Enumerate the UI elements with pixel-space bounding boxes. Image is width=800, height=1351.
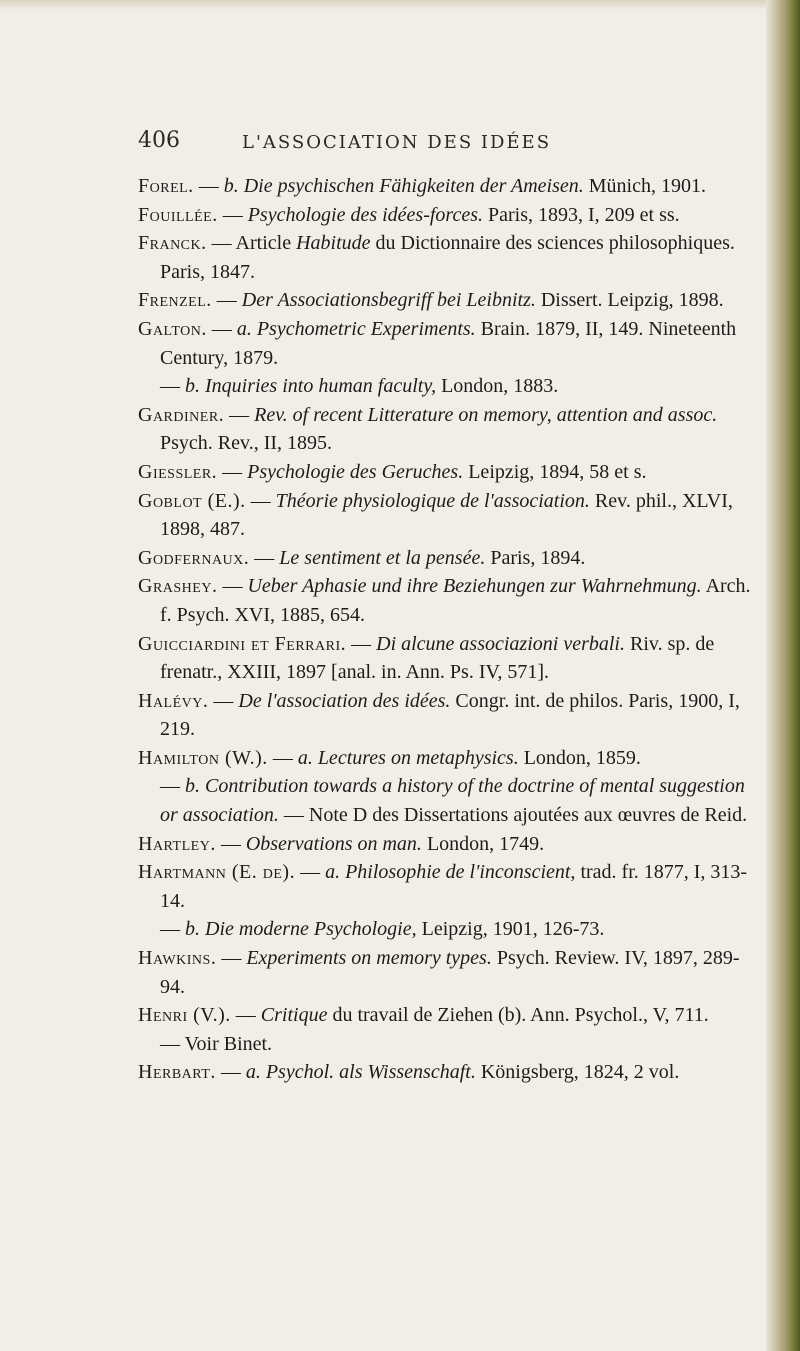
bibliography-entry — [138, 772, 758, 829]
entry-details: London, 1859. — [518, 746, 641, 769]
entry-details: Dissert. Leipzig, 1898. — [535, 289, 724, 312]
entry-separator: — — [193, 175, 224, 197]
entry-author: Hawkins. — [138, 947, 217, 970]
entry-title: a. Lectures on metaphysics. — [297, 746, 519, 769]
bibliography-entry — [138, 1058, 758, 1087]
bibliography-entry — [138, 630, 758, 687]
book-edge-shadow — [766, 0, 800, 1351]
entry-separator: — — [160, 1032, 185, 1055]
entry-details: Münich, 1901. — [583, 175, 706, 197]
bibliography-entry — [138, 944, 758, 1001]
entry-separator: — — [230, 1004, 261, 1027]
entry-details: Leipzig, 1901, 126-73. — [416, 918, 605, 941]
entry-title: Le sentiment et la pensée. — [279, 546, 486, 569]
entry-author: Guicciardini et Ferrari. — [138, 632, 347, 655]
entry-details: Rev. phil., XLVI, 1898, 487. — [160, 489, 733, 541]
entry-separator: — — [245, 489, 276, 512]
entry-details-2: du Dictionnaire des sciences philosophiques. Paris, 1847. — [160, 232, 735, 283]
entry-separator: — — [160, 375, 185, 398]
entry-title: Observations on man. — [245, 832, 422, 855]
bibliography-entry — [138, 458, 758, 487]
bibliography-entry — [138, 372, 758, 401]
entry-title: Di alcune associazioni verbali. — [376, 632, 625, 655]
entry-author: Galton. — [138, 317, 207, 340]
entry-author: Herbart. — [138, 1061, 216, 1084]
entry-separator: — — [295, 861, 326, 884]
entry-separator: — — [217, 460, 248, 483]
entry-details: Arch. f. Psych. XVI, 1885, 654. — [160, 575, 751, 626]
bibliography-entry — [138, 229, 758, 286]
bibliography-entry — [138, 858, 758, 915]
entry-separator: — — [346, 632, 377, 655]
entry-details: Article — [235, 232, 297, 255]
bibliography-entry — [138, 1001, 758, 1030]
entry-author: Frenzel. — [138, 289, 212, 312]
entry-author: Goblot (E.). — [138, 489, 246, 512]
entry-title: Théorie physiologique de l'association. — [275, 489, 590, 512]
entry-separator: — — [160, 775, 185, 798]
bibliography-entry — [138, 572, 758, 629]
entry-title: b. Inquiries into human faculty, — [185, 375, 437, 398]
entry-author: Forel. — [138, 175, 194, 197]
entry-separator: — — [206, 232, 236, 255]
entry-author: Hartmann (E. de). — [138, 861, 296, 884]
entry-details: Leipzig, 1894, 58 et s. — [463, 460, 647, 483]
entry-title: b. Die moderne Psychologie, — [185, 918, 417, 941]
entry-title: Rev. of recent Litterature on memory, attention and assoc. — [254, 403, 718, 426]
bibliography-entry — [138, 315, 758, 372]
entry-title: Critique — [260, 1004, 328, 1027]
entry-author: Henri (V.). — [138, 1004, 231, 1027]
entry-details: London, 1883. — [436, 375, 559, 398]
page-top-shadow — [0, 0, 800, 10]
entry-separator: — — [249, 546, 280, 569]
entry-title: De l'association des idées. — [238, 689, 451, 712]
entry-separator: — — [211, 289, 242, 312]
entry-separator: — — [267, 746, 298, 769]
entry-author: Gardiner. — [138, 403, 225, 426]
entry-title: Experiments on memory types. — [246, 947, 492, 970]
entry-title: Psychologie des idées-forces. — [247, 203, 484, 226]
entry-separator: — — [215, 832, 246, 855]
bibliography-entry — [138, 172, 758, 201]
entry-author: Halévy. — [138, 689, 209, 712]
bibliography-entry — [138, 286, 758, 315]
bibliography-entry — [138, 830, 758, 859]
entry-separator: — — [216, 947, 247, 970]
entry-title: a. Psychol. als Wissenschaft. — [245, 1061, 476, 1084]
entry-author: Fouillée. — [138, 203, 218, 226]
entry-details: Paris, 1894. — [485, 546, 586, 569]
bibliography-entry — [138, 544, 758, 573]
entry-title: Der Associationsbegriff bei Leibnitz. — [241, 289, 536, 312]
bibliography-entry — [138, 687, 758, 744]
bibliography-entry — [138, 201, 758, 230]
running-title: L'ASSOCIATION DES IDÉES — [242, 132, 552, 153]
entry-title: a. Philosophie de l'inconscient, — [325, 861, 576, 884]
entry-title: Ueber Aphasie und ihre Beziehungen zur Wahrnehmung. — [247, 575, 702, 598]
entry-separator: — — [215, 1061, 246, 1084]
entry-title: Psychologie des Geruches. — [247, 460, 464, 483]
bibliography-entry — [138, 1030, 758, 1059]
bibliography-entry — [138, 401, 758, 458]
bibliography-entry — [138, 744, 758, 773]
entry-details: Paris, 1893, I, 209 et ss. — [483, 203, 680, 226]
entry-details: Riv. sp. de frenatr., XXIII, 1897 [anal. in. Ann. Ps. IV, 571]. — [160, 632, 715, 684]
entry-details: Psych. Rev., II, 1895. — [160, 432, 333, 455]
entry-details: Psych. Review. IV, 1897, 289-94. — [160, 947, 740, 998]
bibliography-list — [138, 172, 758, 1087]
entry-details: Brain. 1879, II, 149. Nineteenth Century, 1879. — [160, 317, 737, 369]
entry-author: Hartley. — [138, 832, 216, 855]
entry-title: Habitude — [296, 232, 371, 255]
entry-details: Voir Binet. — [184, 1032, 273, 1055]
entry-details: trad. fr. 1877, I, 313-14. — [160, 861, 748, 912]
entry-author: Godfernaux. — [138, 546, 250, 569]
entry-author: Franck. — [138, 232, 207, 255]
bibliography-entry — [138, 915, 758, 944]
bibliography-entry — [138, 487, 758, 544]
entry-separator: — — [160, 918, 185, 941]
entry-title: b. Contribution towards a history of the doctrine of mental suggestion or association. — [160, 775, 745, 827]
entry-separator: — — [224, 403, 255, 426]
entry-title: a. Psychometric Experiments. — [236, 317, 476, 340]
entry-separator: — — [217, 203, 248, 226]
entry-author: Grashey. — [138, 575, 218, 598]
entry-author: Hamilton (W.). — [138, 746, 268, 769]
entry-author: Giessler. — [138, 460, 218, 483]
entry-separator: — — [217, 575, 248, 598]
entry-details: du travail de Ziehen (b). Ann. Psychol., V, 711. — [327, 1004, 709, 1027]
page-number: 406 — [138, 128, 180, 153]
entry-separator: — — [208, 689, 239, 712]
entry-details: — Note D des Dissertations ajoutées aux œuvres de Reid. — [278, 804, 748, 827]
entry-details: London, 1749. — [421, 832, 545, 855]
entry-title: b. Die psychischen Fähigkeiten der Ameisen. — [223, 175, 584, 197]
entry-details: Königsberg, 1824, 2 vol. — [475, 1061, 680, 1084]
entry-separator: — — [206, 317, 237, 340]
entry-details: Congr. int. de philos. Paris, 1900, I, 219. — [160, 689, 740, 741]
